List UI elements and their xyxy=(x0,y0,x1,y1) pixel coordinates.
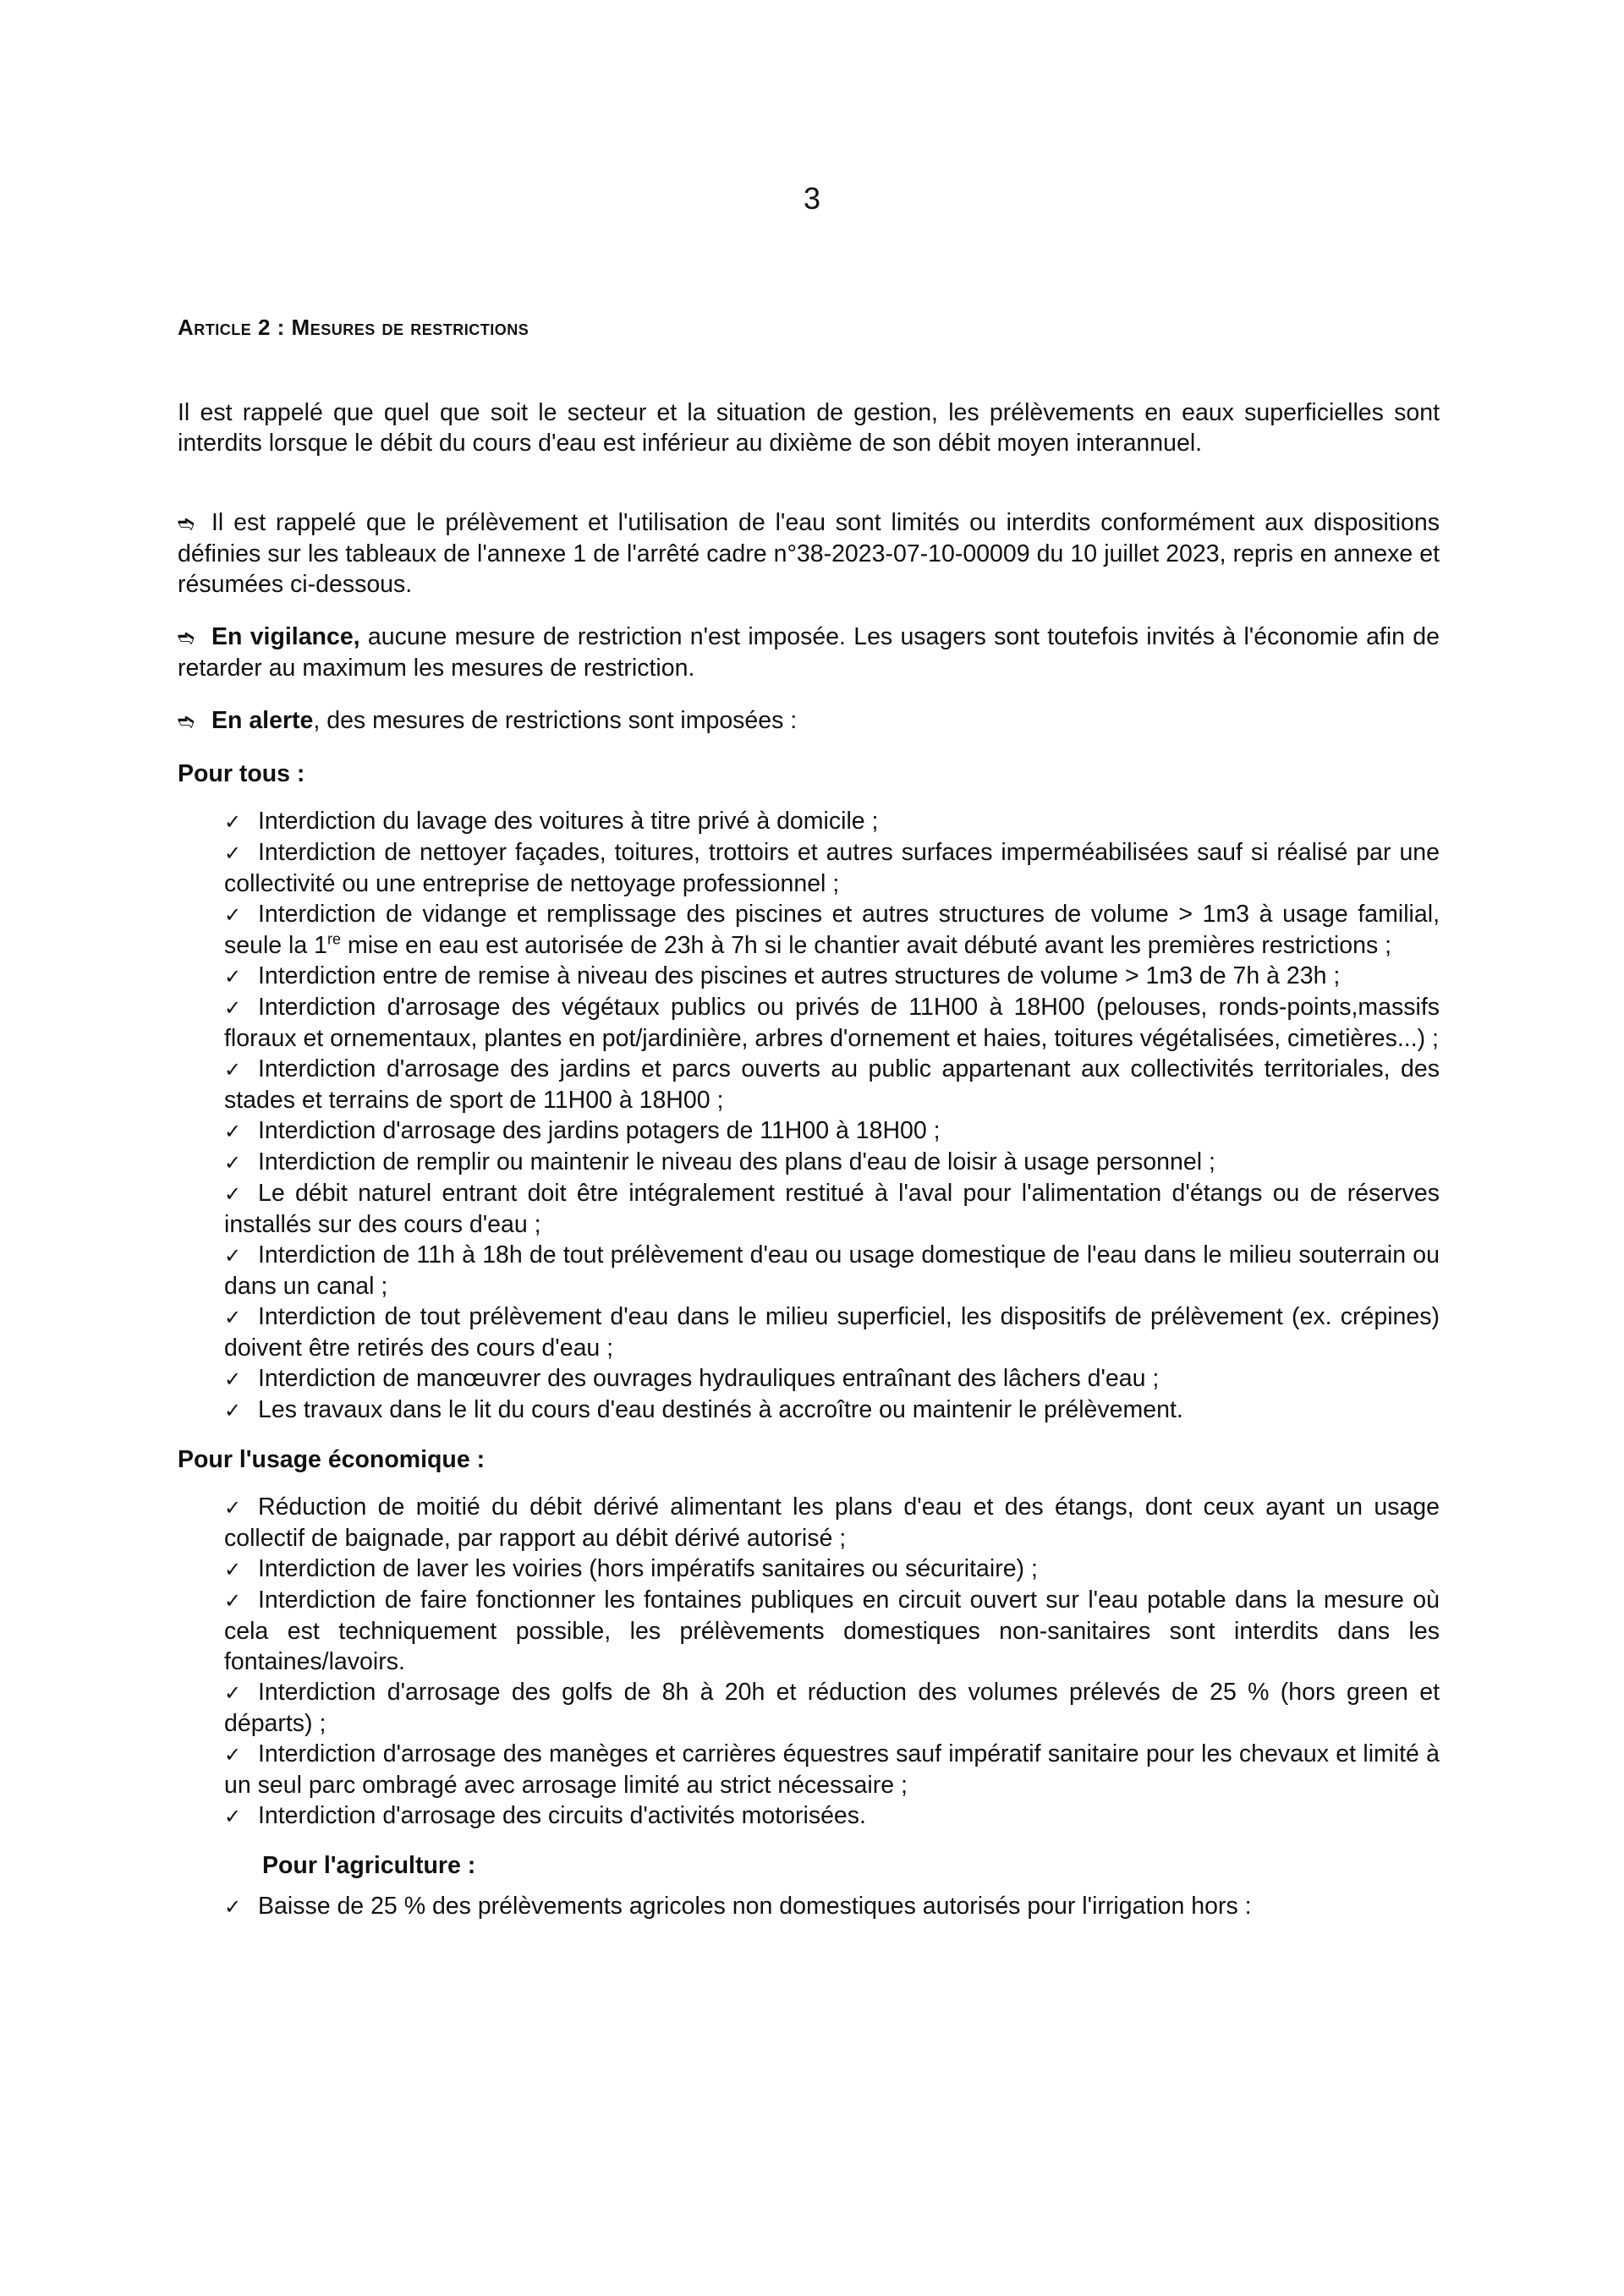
checkmark-icon: ✓ xyxy=(224,1367,242,1391)
usage-economique-heading: Pour l'usage économique : xyxy=(178,1446,486,1473)
agriculture-heading: Pour l'agriculture : xyxy=(262,1852,476,1879)
vigilance-lead: En vigilance, xyxy=(211,623,360,650)
checkmark-icon: ✓ xyxy=(224,1182,242,1206)
list-item xyxy=(224,1054,1440,1115)
list-item xyxy=(224,1115,1440,1147)
list-item-text: Interdiction d'arrosage des manèges et carrières équestres sauf impératif sanitaire pour les chevaux et limité à un seul parc ombragé avec arrosage limité au strict nécessaire ; xyxy=(224,1740,1440,1799)
document-body xyxy=(178,313,1440,1941)
checkmark-icon: ✓ xyxy=(224,1120,242,1143)
checkmark-icon: ✓ xyxy=(224,1558,242,1581)
list-item-text: Interdiction de nettoyer façades, toitures, trottoirs et autres surfaces imperméabilisées sauf si réalisé par une collectivité ou une entreprise de nettoyage professionnel ; xyxy=(224,839,1440,897)
list-item xyxy=(224,1492,1440,1553)
checkmark-icon: ✓ xyxy=(224,841,242,865)
list-item-text: Interdiction d'arrosage des golfs de 8h à 20h et réduction des volumes prélevés de 25 % (hors green et départs) ; xyxy=(224,1679,1440,1737)
list-item xyxy=(224,1585,1440,1677)
alerte-lead: En alerte xyxy=(211,707,314,734)
list-item-text: Interdiction de vidange et remplissage des piscines et autres structures de volume > 1m3 à usage familial, seule la 1re mise en eau est autorisée de 23h à 7h si le chantier avait débuté avant les premières restrictions ; xyxy=(224,901,1440,959)
checkmark-icon: ✓ xyxy=(224,1399,242,1422)
list-item-text: Le débit naturel entrant doit être intégralement restitué à l'aval pour l'alimentation d'étangs ou de réserves installés sur des cours d'eau ; xyxy=(224,1180,1440,1238)
list-item xyxy=(224,1178,1440,1240)
list-item-text: Interdiction d'arrosage des circuits d'activités motorisées. xyxy=(258,1802,866,1829)
list-item xyxy=(224,961,1440,992)
list-item xyxy=(224,1800,1440,1832)
list-item xyxy=(224,1553,1440,1585)
checkmark-icon: ✓ xyxy=(224,1496,242,1520)
list-item-text: Interdiction de tout prélèvement d'eau dans le milieu superficiel, les dispositifs de prélèvement (ex. crépines) doivent être retirés des cours d'eau ; xyxy=(224,1303,1440,1362)
vigilance-text: aucune mesure de restriction n'est imposée. Les usagers sont toutefois invités à l'économie afin de retarder au maximum les mesures de restriction. xyxy=(178,623,1440,682)
agriculture-list xyxy=(178,1891,1440,1922)
checkmark-icon: ✓ xyxy=(224,996,242,1020)
list-item-text: Baisse de 25 % des prélèvements agricoles non domestiques autorisés pour l'irrigation hors : xyxy=(258,1893,1252,1920)
list-item xyxy=(224,1395,1440,1426)
checkmark-icon: ✓ xyxy=(224,1681,242,1705)
list-item xyxy=(224,806,1440,837)
checkmark-icon: ✓ xyxy=(224,1058,242,1082)
list-item-text: Interdiction du lavage des voitures à titre privé à domicile ; xyxy=(258,808,879,835)
page-number: 3 xyxy=(803,181,821,216)
checkmark-icon: ✓ xyxy=(224,1306,242,1329)
alerte-text: , des mesures de restrictions sont imposées : xyxy=(313,707,798,734)
checkmark-icon: ✓ xyxy=(224,1805,242,1828)
list-item xyxy=(224,992,1440,1054)
list-item-text: Interdiction entre de remise à niveau des piscines et autres structures de volume > 1m3 de 7h à 23h ; xyxy=(258,962,1341,989)
list-item xyxy=(224,899,1440,961)
list-item xyxy=(224,1363,1440,1395)
checkmark-icon: ✓ xyxy=(224,903,242,927)
list-item xyxy=(224,1240,1440,1301)
list-item xyxy=(224,1301,1440,1363)
checkmark-icon: ✓ xyxy=(224,810,242,834)
alerte-paragraph xyxy=(178,705,1440,737)
list-item xyxy=(224,1891,1440,1922)
list-item-text: Interdiction de 11h à 18h de tout prélèvement d'eau ou usage domestique de l'eau dans le milieu souterrain ou dans un canal ; xyxy=(224,1241,1440,1300)
list-item-text: Interdiction de manœuvrer des ouvrages hydrauliques entraînant des lâchers d'eau ; xyxy=(258,1365,1160,1392)
list-item xyxy=(224,1147,1440,1178)
list-item xyxy=(224,1739,1440,1800)
article-title: Article 2 : Mesures de restrictions xyxy=(178,315,529,340)
list-item-text: Interdiction de faire fonctionner les fontaines publiques en circuit ouvert sur l'eau potable dans la mesure où cela est techniquement possible, les prélèvements domestiques non-sanitaires sont interdits dans les fontaines/lavoirs. xyxy=(224,1586,1440,1675)
list-item-text: Interdiction de laver les voiries (hors impératifs sanitaires ou sécuritaire) ; xyxy=(258,1555,1038,1582)
list-item-text: Interdiction d'arrosage des végétaux publics ou privés de 11H00 à 18H00 (pelouses, ronds-points,massifs floraux et ornementaux, plantes en pot/jardinière, arbres d'ornement et haies, toitures végétalisées, cimetières...) ; xyxy=(224,994,1440,1052)
checkmark-icon: ✓ xyxy=(224,965,242,989)
limits-text: Il est rappelé que le prélèvement et l'utilisation de l'eau sont limités ou interdits conformément aux dispositions définies sur les tableaux de l'annexe 1 de l'arrêté cadre n°38-2023-07-10-00009 du 10 juillet 2023, repris en annexe et résumées ci-dessous. xyxy=(178,509,1440,598)
checkmark-icon: ✓ xyxy=(224,1895,242,1919)
list-item-text: Interdiction d'arrosage des jardins et parcs ouverts au public appartenant aux collectivités territoriales, des stades et terrains de sport de 11H00 à 18H00 ; xyxy=(224,1055,1440,1114)
list-item-text: Interdiction d'arrosage des jardins potagers de 11H00 à 18H00 ; xyxy=(258,1117,941,1144)
checkmark-icon: ✓ xyxy=(224,1244,242,1268)
intro-paragraph: Il est rappelé que quel que soit le secteur et la situation de gestion, les prélèvements en eaux superficielles sont interdits lorsque le débit du cours d'eau est inférieur au dixième de son débit moyen interannuel. xyxy=(178,399,1440,457)
checkmark-icon: ✓ xyxy=(224,1589,242,1613)
list-item-text: Interdiction de remplir ou maintenir le niveau des plans d'eau de loisir à usage personnel ; xyxy=(258,1148,1215,1175)
list-item xyxy=(224,837,1440,899)
arrow-icon: ➬ xyxy=(178,626,195,649)
limits-paragraph xyxy=(178,507,1440,600)
usage-economique-list xyxy=(178,1492,1440,1832)
checkmark-icon: ✓ xyxy=(224,1151,242,1175)
list-item-text: Les travaux dans le lit du cours d'eau destinés à accroître ou maintenir le prélèvement. xyxy=(258,1396,1183,1423)
list-item-text: Réduction de moitié du débit dérivé alimentant les plans d'eau et des étangs, dont ceux ayant un usage collectif de baignade, par rapport au débit dérivé autorisé ; xyxy=(224,1493,1440,1552)
arrow-icon: ➬ xyxy=(178,512,195,535)
pour-tous-list xyxy=(178,806,1440,1426)
arrow-icon: ➬ xyxy=(178,710,195,733)
pour-tous-heading: Pour tous : xyxy=(178,760,305,787)
checkmark-icon: ✓ xyxy=(224,1743,242,1767)
vigilance-paragraph xyxy=(178,622,1440,683)
list-item xyxy=(224,1677,1440,1739)
